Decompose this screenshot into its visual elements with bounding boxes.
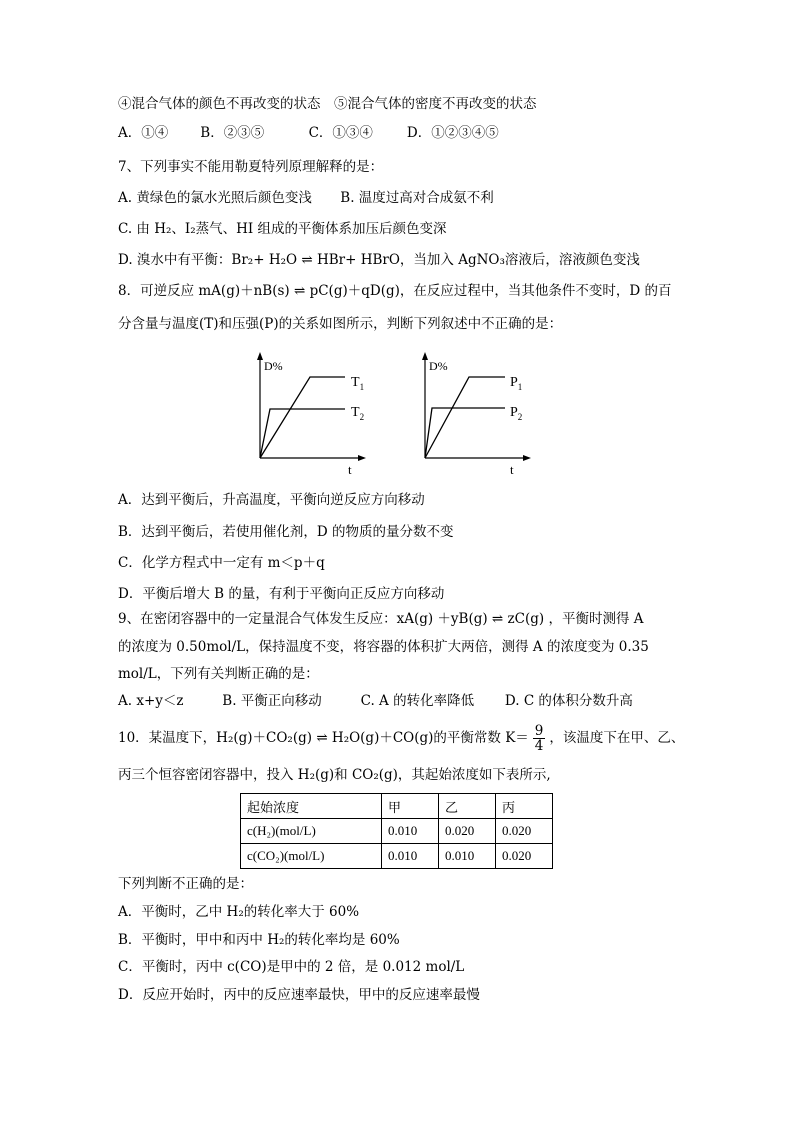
curve-p1	[425, 377, 505, 458]
q9-option-c: C. A 的转化率降低	[360, 693, 475, 709]
curve-p1-label: $P_1$	[510, 375, 523, 392]
curve-t1	[260, 377, 345, 458]
x-axis-arrow-icon	[358, 455, 366, 461]
q7-options-ab	[118, 189, 494, 207]
table-header-cell: 乙	[439, 794, 496, 819]
q9-option-b: B. 平衡正向移动	[222, 693, 322, 709]
y-axis-label: D%	[429, 359, 448, 373]
q7-option-d: D. 溴水中有平衡：Br₂+ H₂O ⇌ HBr+ HBrO，当加入 AgNO₃溶液后，溶液颜色变浅	[118, 252, 640, 268]
y-axis-arrow-icon	[422, 352, 428, 360]
curve-t2-label: $T_2$	[351, 405, 365, 422]
table-header-cell: 丙	[496, 794, 553, 819]
curve-p2	[425, 408, 505, 458]
q10-stem-pre: 10．某温度下，H₂(g)＋CO₂(g) ⇌ H₂O(g)＋CO(g)的平衡常数 K＝	[118, 730, 529, 746]
q7-option-c: C. 由 H₂、I₂蒸气、HI 组成的平衡体系加压后颜色变深	[118, 221, 447, 237]
q6-option-c: C．①③④	[308, 125, 373, 141]
x-axis-label: t	[510, 462, 514, 475]
q6-statement-line: ④混合气体的颜色不再改变的状态 ⑤混合气体的密度不再改变的状态	[118, 96, 537, 112]
x-axis-label: t	[348, 462, 352, 475]
q9-stem-line-3: mol/L，下列有关判断正确的是：	[118, 666, 319, 682]
q8-stem-line-2: 分含量与温度(T)和压强(P)的关系如图所示，判断下列叙述中不正确的是：	[118, 316, 563, 332]
table-row	[241, 819, 553, 844]
q10-stem-post: ，该温度下在甲、乙、	[549, 730, 685, 746]
q9-options	[118, 692, 633, 710]
q10-stem-line-2: 丙三个恒容密闭容器中，投入 H₂(g)和 CO₂(g)，其起始浓度如下表所示,	[118, 767, 551, 783]
table-cell: 0.020	[496, 819, 553, 844]
table-header-cell: 起始浓度	[241, 794, 382, 819]
curve-t1-label: $T_1$	[351, 375, 365, 392]
q10-option-c: C．平衡时，丙中 c(CO)是甲中的 2 倍，是 0.012 mol/L	[118, 959, 465, 975]
q7-option-a: A. 黄绿色的氯水光照后颜色变浅	[118, 190, 312, 206]
table-cell: 0.010	[439, 844, 496, 869]
q6-option-b: B．②③⑤	[200, 125, 265, 141]
q10-k-denominator: 4	[534, 738, 544, 754]
table-header-row	[241, 794, 553, 819]
q8-stem-line-1: 8．可逆反应 mA(g)＋nB(s) ⇌ pC(g)＋qD(g)，在反应过程中，当其他条件不变时，D 的百	[118, 283, 672, 299]
q9-option-d: D. C 的体积分数升高	[504, 693, 633, 709]
q10-stem-line-1	[118, 723, 684, 753]
table-cell: 0.010	[382, 819, 439, 844]
q9-stem-line-1: 9、在密闭容器中的一定量混合气体发生反应：xA(g) ＋yB(g) ⇌ zC(g) ，平衡时测得 A	[118, 611, 644, 627]
table-cell: 0.020	[439, 819, 496, 844]
table-cell: 0.010	[382, 844, 439, 869]
q10-concentration-table	[240, 793, 553, 869]
table-cell: c(H₂)(mol/L)	[241, 819, 382, 844]
q10-k-fraction	[533, 724, 546, 753]
y-axis-label: D%	[264, 359, 283, 373]
x-axis-arrow-icon	[523, 455, 531, 461]
q10-option-d: D．反应开始时，丙中的反应速率最快，甲中的反应速率最慢	[118, 987, 480, 1003]
q6-option-a: A．①④	[118, 125, 169, 141]
curve-p2-label: $P_2$	[510, 405, 523, 422]
y-axis-arrow-icon	[257, 352, 263, 360]
q8-graph-temperature	[252, 350, 372, 479]
table-cell: c(CO₂)(mol/L)	[241, 844, 382, 869]
q8-graph-pressure	[417, 350, 537, 479]
q9-option-a: A. x+y＜z	[118, 693, 184, 709]
q8-option-c: C．化学方程式中一定有 m＜p＋q	[118, 555, 325, 571]
q9-stem-line-2: 的浓度为 0.50mol/L，保持温度不变，将容器的体积扩大两倍，测得 A 的浓度变为 0.35	[118, 639, 649, 655]
q10-stem-line-3: 下列判断不正确的是：	[118, 876, 253, 892]
curve-t2	[260, 409, 345, 458]
q6-option-d: D．①②③④⑤	[406, 125, 499, 141]
q7-stem: 7、下列事实不能用勒夏特列原理解释的是：	[118, 159, 384, 175]
q8-option-d: D．平衡后增大 B 的量，有利于平衡向正反应方向移动	[118, 586, 445, 602]
q8-option-a: A．达到平衡后，升高温度，平衡向逆反应方向移动	[118, 492, 425, 508]
q7-option-b: B. 温度过高对合成氨不利	[340, 190, 494, 206]
table-header-cell: 甲	[382, 794, 439, 819]
q6-options	[118, 124, 499, 142]
q10-option-b: B．平衡时，甲中和丙中 H₂的转化率均是 60%	[118, 932, 400, 948]
q10-option-a: A．平衡时，乙中 H₂的转化率大于 60%	[118, 904, 360, 920]
q10-k-numerator: 9	[534, 723, 544, 739]
table-row	[241, 844, 553, 869]
table-cell: 0.020	[496, 844, 553, 869]
q8-option-b: B．达到平衡后，若使用催化剂，D 的物质的量分数不变	[118, 524, 454, 540]
